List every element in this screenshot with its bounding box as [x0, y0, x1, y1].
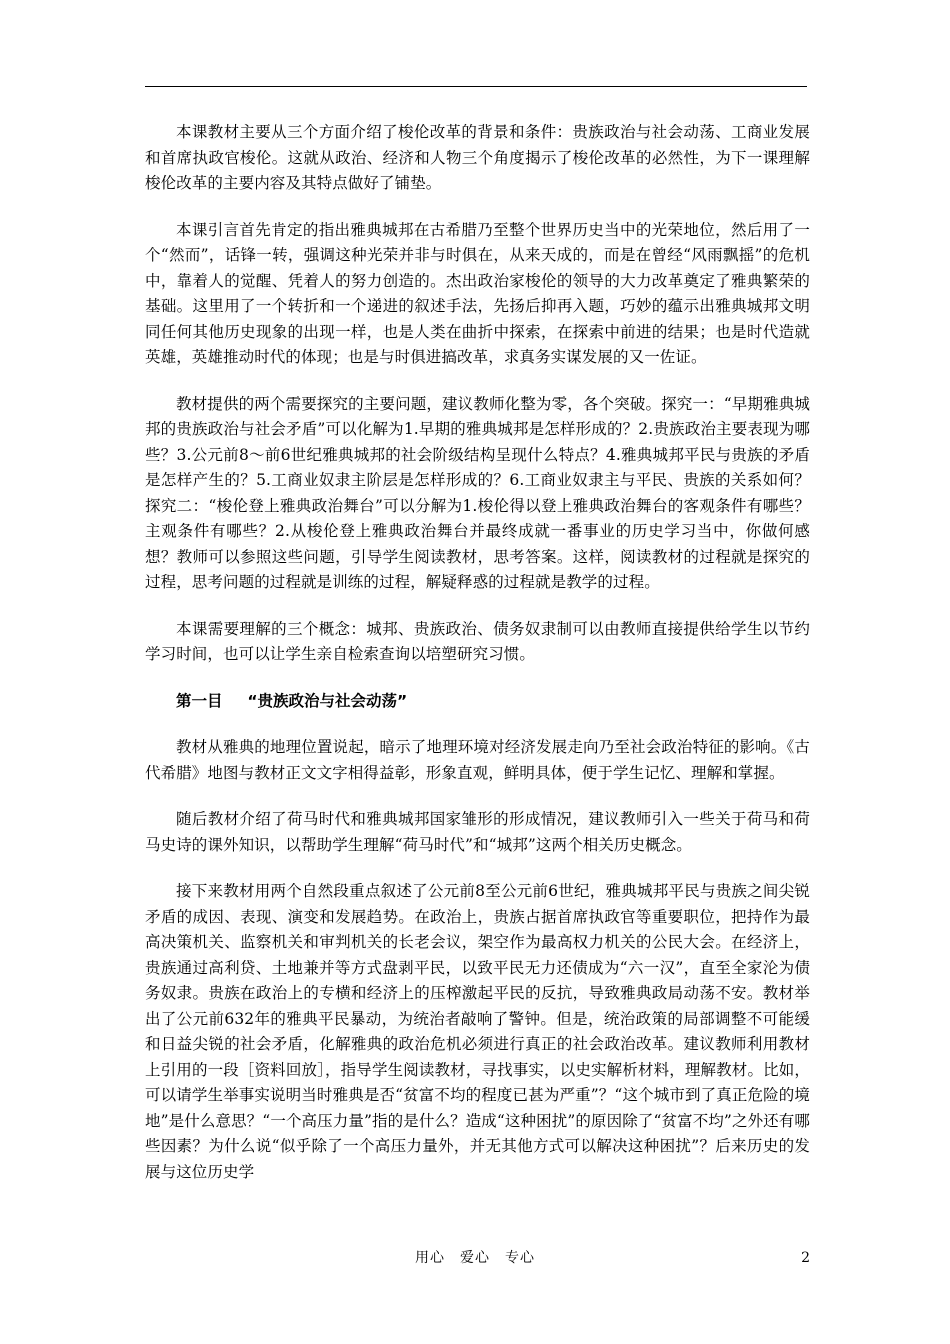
footer-motto: 用心 爱心 专心	[415, 1250, 535, 1266]
paragraph-concepts: 本课需要理解的三个概念：城邦、贵族政治、债务奴隶制可以由教师直接提供给学生以节约学习时间，也可以让学生亲自检索查询以培塑研究习惯。	[145, 619, 810, 663]
header-rule	[145, 86, 807, 87]
document-body	[145, 120, 810, 1206]
section-title: “贵族政治与社会动荡”	[247, 691, 408, 710]
paragraph-conflict: 接下来教材用两个自然段重点叙述了公元前8至公元前6世纪，雅典城邦平民与贵族之间尖锐矛盾的成因、表现、演变和发展趋势。在政治上，贵族占据首席执政官等重要职位，把持作为最高决策机关、监察机关和审判机关的长老会议，架空作为最高权力机关的公民大会。在经济上，贵族通过高利贷、土地兼并等方式盘剥平民，以致平民无力还债成为“六一汉”，直至全家沦为债务奴隶。贵族在政治上的专横和经济上的压榨激起平民的反抗，导致雅典政局动荡不安。教材举出了公元前632年的雅典平民暴动，为统治者敲响了警钟。但是，统治政策的局部调整不可能缓和日益尖锐的社会矛盾，化解雅典的政治危机必须进行真正的社会政治改革。建议教师利用教材上引用的一段［资料回放］，指导学生阅读教材，寻找事实，以史实解析材料，理解教材。比如，可以请学生举事实说明当时雅典是否“贫富不均的程度已甚为严重”？“这个城市到了真正危险的境地”是什么意思？“一个高压力量”指的是什么？造成“这种困扰”的原因除了“贫富不均”之外还有哪些因素？为什么说“似乎除了一个高压力量外，并无其他方式可以解决这种困扰”？后来历史的发展与这位历史学	[145, 882, 810, 1181]
page-footer	[0, 1245, 950, 1271]
paragraph-preface: 本课引言首先肯定的指出雅典城邦在古希腊乃至整个世界历史当中的光荣地位，然后用了一个“然而”，话锋一转，强调这种光荣并非与时俱在，从来天成的，而是在曾经“风雨飘摇”的危机中，靠着人的觉醒、凭着人的努力创造的。杰出政治家梭伦的领导的大力改革奠定了雅典繁荣的基础。这里用了一个转折和一个递进的叙述手法，先扬后抑再入题，巧妙的蕴示出雅典城邦文明同任何其他历史现象的出现一样，也是人类在曲折中探索，在探索中前进的结果；也是时代造就英雄，英雄推动时代的体现；也是与时俱进搞改革，求真务实谋发展的又一佐证。	[145, 220, 810, 366]
section-number: 第一目	[176, 691, 223, 710]
section-heading	[145, 689, 810, 715]
paragraph-geography: 教材从雅典的地理位置说起，暗示了地理环境对经济发展走向乃至社会政治特征的影响。《古代希腊》地图与教材正文文字相得益彰，形象直观，鲜明具体，便于学生记忆、理解和掌握。	[145, 738, 810, 782]
paragraph-intro: 本课教材主要从三个方面介绍了梭伦改革的背景和条件：贵族政治与社会动荡、工商业发展和首席执政官梭伦。这就从政治、经济和人物三个角度揭示了梭伦改革的必然性，为下一课理解梭伦改革的主要内容及其特点做好了铺垫。	[145, 123, 810, 192]
paragraph-inquiry: 教材提供的两个需要探究的主要问题，建议教师化整为零，各个突破。探究一：“早期雅典城邦的贵族政治与社会矛盾”可以化解为1.早期的雅典城邦是怎样形成的？2.贵族政治主要表现为哪些？3.公元前8～前6世纪雅典城邦的社会阶级结构呈现什么特点？4.雅典城邦平民与贵族的矛盾是怎样产生的？5.工商业奴隶主阶层是怎样形成的？6.工商业奴隶主与平民、贵族的关系如何？探究二：“梭伦登上雅典政治舞台”可以分解为1.梭伦得以登上雅典政治舞台的客观条件有哪些？主观条件有哪些？2.从梭伦登上雅典政治舞台并最终成就一番事业的历史学习当中，你做何感想？教师可以参照这些问题，引导学生阅读教材，思考答案。这样，阅读教材的过程就是探究的过程，思考问题的过程就是训练的过程，解疑释惑的过程就是教学的过程。	[145, 394, 810, 591]
page-number: 2	[801, 1250, 810, 1266]
paragraph-homer: 随后教材介绍了荷马时代和雅典城邦国家雏形的形成情况，建议教师引入一些关于荷马和荷马史诗的课外知识，以帮助学生理解“荷马时代”和“城邦”这两个相关历史概念。	[145, 810, 810, 854]
